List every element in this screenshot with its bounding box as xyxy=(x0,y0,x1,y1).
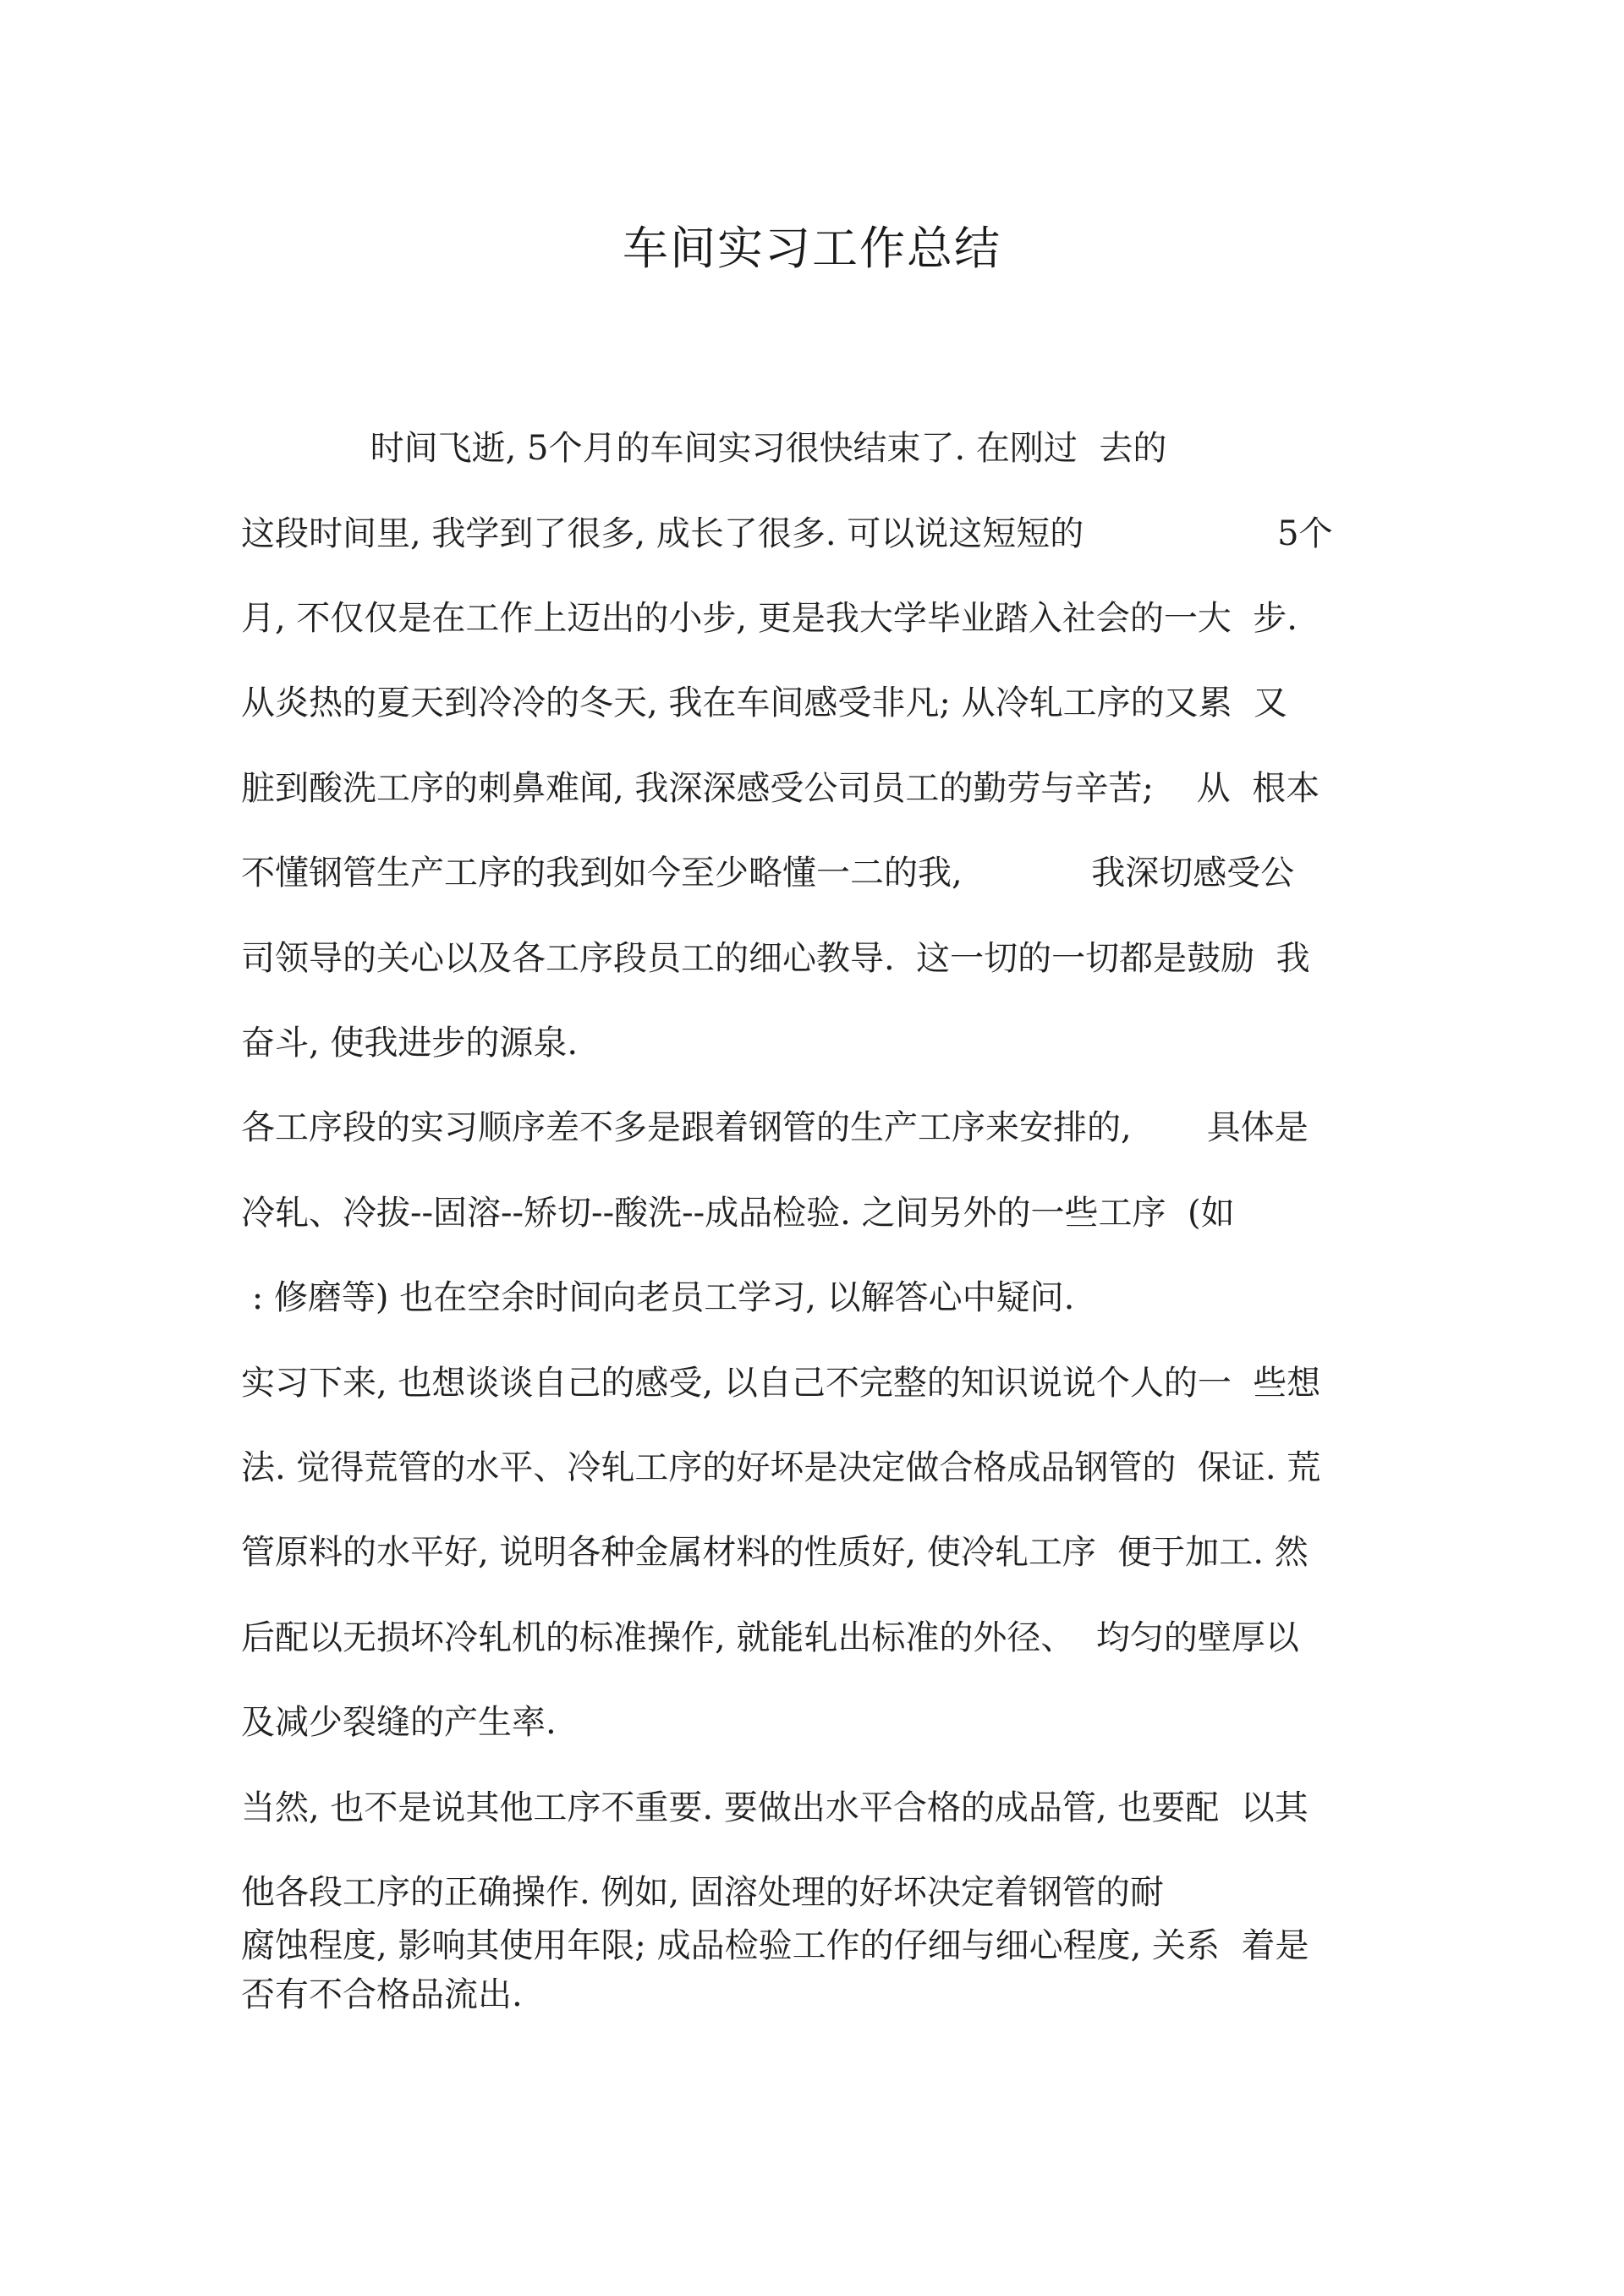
paragraph-line: 否有不合格品流出. xyxy=(241,1975,523,2014)
paragraph-line: 司领导的关心以及各工序段员工的细心教导. 这一切的一切都是鼓励 我 xyxy=(241,939,1310,978)
paragraph-line: 当然, 也不是说其他工序不重要. 要做出水平合格的成品管, 也要配 以其 xyxy=(241,1788,1309,1827)
paragraph-line: 他各段工序的正确操作. 例如, 固溶处理的好坏决定着钢管的耐 xyxy=(241,1873,1164,1912)
paragraph-line: 腐蚀程度, 影响其使用年限; 成品检验工作的仔细与细心程度, 关系 着是 xyxy=(241,1926,1309,1965)
paragraph-line: 实习下来, 也想谈谈自己的感受, 以自己不完整的知识说说个人的一 些想 xyxy=(241,1364,1321,1403)
paragraph-line: 不懂钢管生产工序的我到如今至少略懂一二的我, 我深切感受公 xyxy=(241,854,1295,893)
document-title: 车间实习工作总结 xyxy=(623,222,1001,275)
paragraph-line: 法. 觉得荒管的水平、冷轧工序的好坏是决定做合格成品钢管的 保证. 荒 xyxy=(241,1448,1321,1487)
paragraph-line: 及减少裂缝的产生率. xyxy=(241,1703,557,1742)
paragraph-line: 各工序段的实习顺序差不多是跟着钢管的生产工序来安排的, 具体是 xyxy=(241,1108,1309,1147)
paragraph-line: 管原料的水平好, 说明各种金属材料的性质好, 使冷轧工序 便于加工. 然 xyxy=(241,1533,1309,1572)
paragraph-line: 奋斗, 使我进步的源泉. xyxy=(241,1024,579,1063)
paragraph-line: : 修磨等) 也在空余时间向老员工学习, 以解答心中疑问. xyxy=(241,1278,1075,1317)
paragraph-line: 脏到酸洗工序的刺鼻难闻, 我深深感受公司员工的勤劳与辛苦; 从 根本 xyxy=(241,769,1320,808)
paragraph-line: 时间飞逝, 5个月的车间实习很快结束了. 在刚过 去的 xyxy=(241,429,1167,468)
paragraph-line: 后配以无损坏冷轧机的标准操作, 就能轧出标准的外径、 均匀的壁厚以 xyxy=(241,1618,1299,1657)
paragraph-line: 这段时间里, 我学到了很多, 成长了很多. 可以说这短短的 5个 xyxy=(241,514,1333,553)
paragraph-line: 月, 不仅仅是在工作上迈出的小步, 更是我大学毕业踏入社会的一大 步. xyxy=(241,599,1298,638)
paragraph-line: 从炎热的夏天到冷冷的冬天, 我在车间感受非凡; 从冷轧工序的又累 又 xyxy=(241,684,1288,722)
paragraph-line: 冷轧、冷拔--固溶--矫切--酸洗--成品检验. 之间另外的一些工序 (如 xyxy=(241,1194,1235,1233)
